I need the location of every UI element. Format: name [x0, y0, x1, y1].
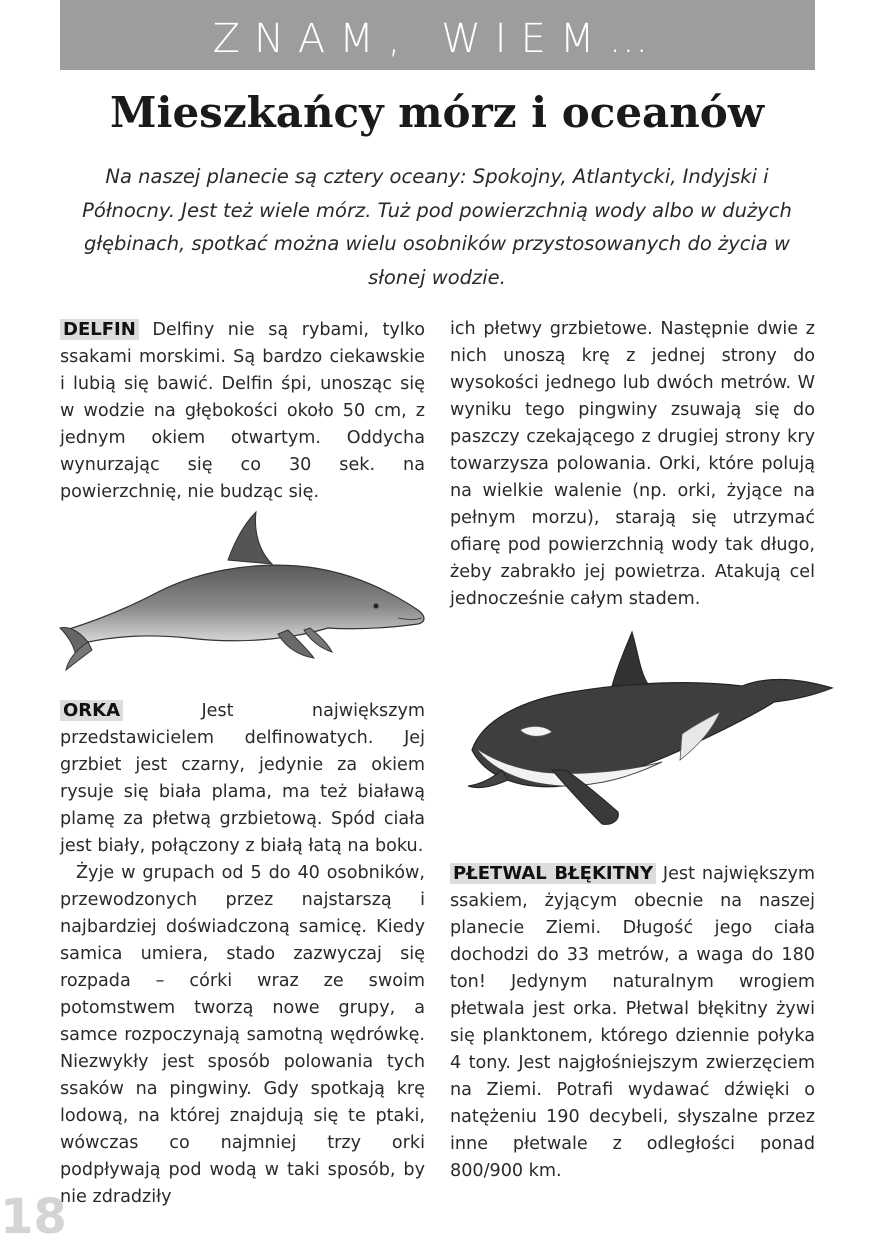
- orka-continuation: [450, 316, 815, 613]
- intro-paragraph: Na naszej planecie są cztery oceany: Spokojny, Atlantycki, Indyjski i Północny. Jest też wiele mórz. Tuż pod powierzchnią wody albo w dużych głębinach, spotkać można wielu osobników przystosowanych do życia w słonej wodzie.: [82, 165, 792, 289]
- orca-illustration: [462, 630, 844, 830]
- orka-label: ORKA: [60, 700, 123, 721]
- pletwal-section: [450, 860, 815, 1185]
- orka-text-3: ich płetwy grzbietowe. Następnie dwie z nich unoszą krę z jednej strony do wysokości jednego lub dwóch metrów. W wyniku tego pingwiny zsuwają się do paszczy czekającego z drugiej strony kry towarzysza polowania. Orki, które polują na wielkie walenie (np. orki, żyjące na pełnym morzu), starają się utrzymać ofiarę pod powierzchnią wody tak długo, żeby zabrakło jej powietrza. Atakują cel jednocześnie całym stadem.: [450, 319, 815, 609]
- pletwal-label: PŁETWAL BŁĘKITNY: [450, 863, 656, 884]
- delfin-label: DELFIN: [60, 319, 139, 340]
- page-title: Mieszkańcy mórz i oceanów: [110, 88, 764, 137]
- orka-text-1: Jest największym przedstawicielem delfinowatych. Jej grzbiet jest czarny, jedynie za okiem rysuje się biała plama, ma też białawą plamę za płetwą grzbietową. Spód ciała jest biały, połączony z białą łatą na boku.: [60, 701, 425, 856]
- pletwal-text: Jest największym ssakiem, żyjącym obecnie na naszej planecie Ziemi. Długość jego ciała dochodzi do 33 metrów, a waga do 180 ton! Jedynym naturalnym wrogiem płetwala jest orka. Płetwal błękitny żywi się planktonem, którego dziennie połyka 4 tony. Jest najgłośniejszym zwierzęciem na Ziemi. Potrafi wydawać dźwięki o natężeniu 190 decybeli, słyszalne przez inne płetwale z odległości ponad 800/900 km.: [450, 864, 815, 1181]
- orka-text-2: Żyje w grupach od 5 do 40 osobników, przewodzonych przez najstarszą i najbardziej doświadczoną samicę. Kiedy samica umiera, stado zazwyczaj się rozpada – córki wraz ze swoim potomstwem tworzą nowe grupy, a samce rozpoczynają samotną wędrówkę. Niezwykły jest sposób polowania tych ssaków na pingwiny. Gdy spotkają krę lodową, na której znajdują się te ptaki, wówczas co najmniej trzy orki podpływają pod wodą w taki sposób, by nie zdradziły: [60, 863, 425, 1207]
- page-number: 18: [0, 1189, 67, 1245]
- orka-section: [60, 697, 425, 1211]
- delfin-text: Delfiny nie są rybami, tylko ssakami morskimi. Są bardzo ciekawskie i lubią się bawić. Delfin śpi, unosząc się w wodzie na głębokości około 50 cm, z jednym okiem otwartym. Oddycha wynurzając się co 30 sek. na powierzchnię, nie budząc się.: [60, 320, 426, 502]
- dolphin-illustration: [58, 510, 428, 675]
- delfin-section: [60, 316, 425, 506]
- section-banner: ZNAM, WIEM…: [60, 0, 815, 70]
